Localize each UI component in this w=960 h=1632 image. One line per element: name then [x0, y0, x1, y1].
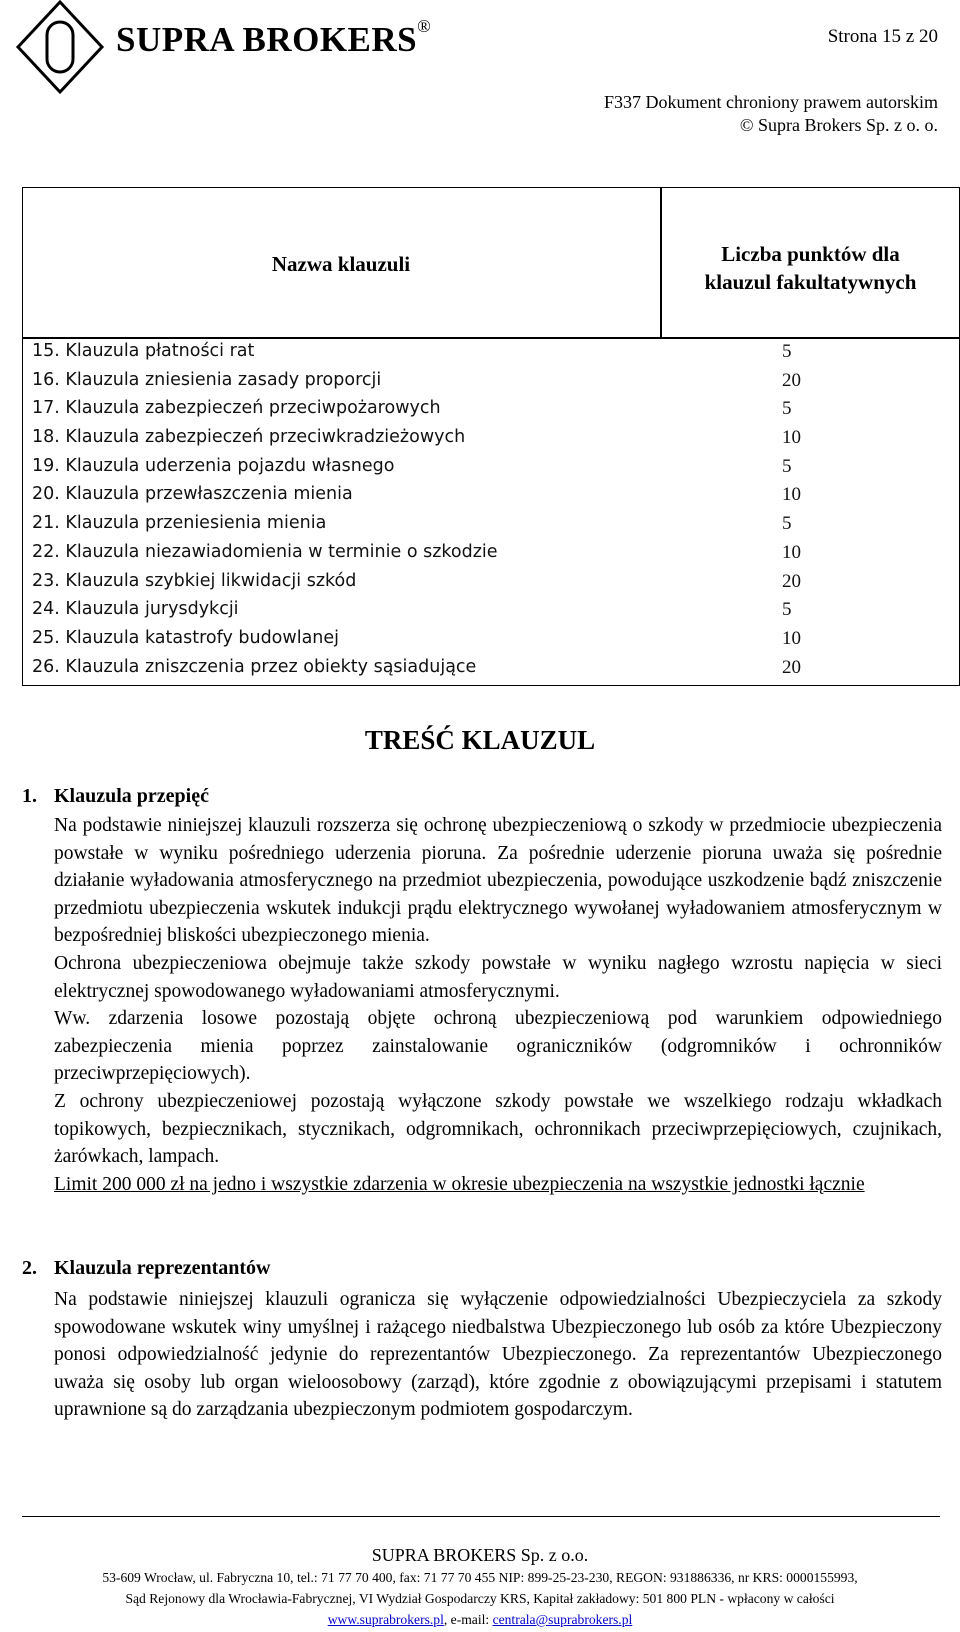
table-row — [32, 484, 932, 513]
clause-name: 18. Klauzula zabezpieczeń przeciwkradzieżowych — [32, 427, 466, 448]
clause-points: 10 — [782, 541, 801, 563]
table-row — [32, 398, 932, 427]
clause-points: 10 — [782, 627, 801, 649]
footer-divider — [22, 1516, 940, 1517]
clause-points: 20 — [782, 369, 801, 391]
clause-1-body — [54, 812, 942, 1198]
clause-points: 5 — [782, 599, 792, 621]
clause-name: 15. Klauzula płatności rat — [32, 341, 255, 361]
footer-company: SUPRA BROKERS Sp. z o.o. — [371, 1545, 589, 1565]
clause-1-number: 1. — [22, 785, 37, 807]
footer-contact — [0, 1612, 960, 1628]
table-row — [32, 571, 932, 600]
clause-name: 25. Klauzula katastrofy budowlanej — [32, 627, 340, 648]
clause-points: 5 — [782, 341, 792, 362]
clause-name: 26. Klauzula zniszczenia przez obiekty sąsiadujące — [32, 656, 477, 677]
clause-points: 5 — [782, 455, 792, 477]
clause-points: 10 — [782, 484, 801, 506]
brand-name: SUPRA BROKERS® — [116, 16, 432, 59]
clause-name: 19. Klauzula uderzenia pojazdu własnego — [32, 455, 395, 476]
section-title: TREŚĆ KLAUZUL — [364, 725, 596, 755]
clause-points: 5 — [782, 398, 792, 420]
clause-2-number: 2. — [22, 1257, 37, 1279]
clause-points: 10 — [782, 427, 801, 449]
email-link[interactable]: centrala@suprabrokers.pl — [492, 1612, 633, 1627]
clause-name: 22. Klauzula niezawiadomienia w terminie o szkodzie — [32, 541, 498, 562]
clause-name: 24. Klauzula jurysdykcji — [32, 599, 239, 620]
website-link[interactable]: www.suprabrokers.pl — [327, 1612, 444, 1627]
clause-2-title: Klauzula reprezentantów — [54, 1257, 271, 1279]
company-logo — [14, 0, 106, 94]
copyright-notice: F337 Dokument chroniony prawem autorskim — [604, 92, 938, 112]
table-row — [32, 599, 932, 628]
table-row — [32, 628, 932, 657]
clause-name: 23. Klauzula szybkiej likwidacji szkód — [32, 570, 357, 591]
clause-points: 20 — [782, 656, 801, 678]
table-row — [32, 542, 932, 571]
table-row — [32, 370, 932, 399]
clause-1-paragraph: Ww. zdarzenia losowe pozostają objęte ochroną ubezpieczeniową pod warunkiem odpowiedniego zabezpieczenia mienia poprzez zainstalowanie ograniczników (odgromników i ochronników przeciwprzepięciowych). — [54, 1008, 942, 1085]
clause-1-limit: Limit 200 000 zł na jedno i wszystkie zdarzenia w okresie ubezpieczenia na wszystkie jednostki łącznie — [54, 1173, 865, 1195]
table-row — [32, 513, 932, 542]
table-header-name: Nazwa klauzuli — [271, 252, 411, 276]
table-row — [32, 456, 932, 485]
table-body — [32, 341, 932, 685]
clause-name: 20. Klauzula przewłaszczenia mienia — [32, 484, 353, 505]
page-number: Strona 15 z 20 — [827, 26, 938, 47]
clause-1-paragraph: Z ochrony ubezpieczeniowej pozostają wyłączone szkody powstałe we wszelkiego rodzaju wkładkach topikowych, bezpiecznikach, stycznikach, odgromnikach, ochronnikach przeciwprzepięciowych, czujnikach, żarówkach, lampach. — [54, 1090, 942, 1168]
table-header-points: Liczba punktów dla klauzul fakultatywnych — [704, 242, 917, 294]
table-row — [32, 657, 932, 686]
clause-1-paragraph: Na podstawie niniejszej klauzuli rozszerza się ochronę ubezpieczeniową o szkody w przedmiocie ubezpieczenia powstałe w wyniku pośredniego uderzenia pioruna. Za pośrednie uderzenie pioruna uważa się pośrednie działanie wyładowania atmosferycznego na przedmiot ubezpieczenia, powodujące uszkodzenie bądź zniszczenie przedmiotu ubezpieczenia wskutek indukcji prądu elektrycznego wywołanej wyładowaniem atmosferycznym w bezpośredniej bliskości ubezpieczonego mienia. — [54, 815, 942, 947]
table-row — [32, 427, 932, 456]
email-label: , e-mail: — [443, 1612, 493, 1627]
clause-name: 21. Klauzula przeniesienia mienia — [32, 513, 327, 534]
clause-2-body — [54, 1286, 942, 1424]
clause-points: 20 — [782, 570, 801, 592]
clause-2-paragraph: Na podstawie niniejszej klauzuli ogranicza się wyłączenie odpowiedzialności Ubezpieczyciela za szkody spowodowane wskutek winy umyślnej i rażącego niedbalstwa Ubezpieczonego lub osób za które Ubezpieczony ponosi odpowiedzialność jedynie do reprezentantów Ubezpieczonego. Za reprezentantów Ubezpieczonego uważa się osoby lub organ wieloosobowy (zarząd), które zgodnie z obowiązującymi przepisami i statutem uprawnione są do zarządzania ubezpieczonym podmiotem gospodarczym. — [54, 1289, 942, 1421]
footer-address: 53-609 Wrocław, ul. Fabryczna 10, tel.: 71 77 70 400, fax: 71 77 70 455 NIP: 899-25-23-230, REGON: 931886336, nr KRS: 0000155993, — [102, 1570, 858, 1585]
copyright-owner: © Supra Brokers Sp. z o. o. — [739, 115, 938, 135]
clause-name: 17. Klauzula zabezpieczeń przeciwpożarowych — [32, 398, 441, 419]
clause-name: 16. Klauzula zniesienia zasady proporcji — [32, 369, 382, 390]
table-header-divider — [22, 337, 960, 339]
clause-1-paragraph: Ochrona ubezpieczeniowa obejmuje także szkody powstałe w wyniku nagłego wzrostu napięcia w sieci elektrycznej spowodowanego wyładowaniami atmosferycznymi. — [54, 952, 942, 1002]
clause-1-title: Klauzula przepięć — [54, 785, 209, 807]
clause-points: 5 — [782, 513, 792, 535]
footer-registry: Sąd Rejonowy dla Wrocławia-Fabrycznej, VI Wydział Gospodarczy KRS, Kapitał zakładowy: 501 800 PLN - wpłacony w całości — [125, 1591, 835, 1606]
table-row — [32, 341, 932, 370]
